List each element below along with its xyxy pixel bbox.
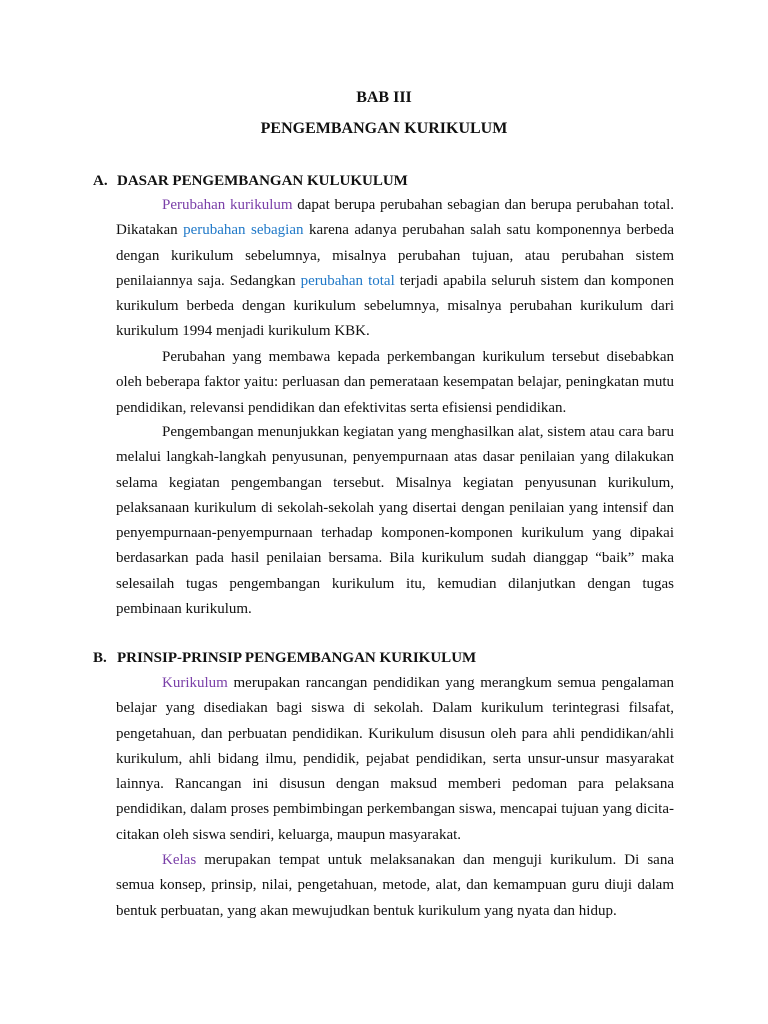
paragraph-text: terjadi apabila seluruh sistem dan komponen kurikulum berbeda dengan kurikulum sebelumnya, misalnya perubahan kurikulum dari kurikulum 1994 menjadi kurikulum KBK. bbox=[116, 272, 674, 340]
keyword-perubahan-kurikulum: Perubahan kurikulum bbox=[162, 197, 293, 213]
section-b-paragraph-2 bbox=[116, 848, 674, 924]
section-b-heading bbox=[93, 648, 673, 668]
section-b-title: PRINSIP-PRINSIP PENGEMBANGAN KURIKULUM bbox=[117, 650, 477, 666]
paragraph-text: dapat berupa perubahan sebagian dan berupa perubahan total. Dikatakan bbox=[116, 197, 674, 239]
section-b-letter: B. bbox=[93, 650, 107, 666]
section-a-paragraph-3: Pengembangan menunjukkan kegiatan yang menghasilkan alat, sistem atau cara baru melalui langkah-langkah penyusunan, penyempurnaan atas dasar penilaian yang dilakukan selama kegiatan pengembangan tersebut. Misalnya kegiatan penyusunan kurikulum, pelaksanaan kurikulum di sekolah-sekolah yang disertai dengan penilaian yang intensif dan penyempurnaan-penyempurnaan terhadap komponen-komponen kurikulum yang dipakai berdasarkan pada hasil penilaian bersama. Bila kurikulum sudah dianggap “baik” maka selesailah tugas pengembangan kurikulum itu, kemudian dilanjutkan dengan tugas pembinaan kurikulum. bbox=[116, 424, 674, 618]
chapter-title: PENGEMBANGAN KURIKULUM bbox=[260, 120, 508, 137]
keyword-kelas: Kelas bbox=[162, 852, 197, 868]
paragraph-text: karena adanya perubahan salah satu komponennya berbeda dengan kurikulum sebelumnya, misalnya perubahan tujuan, atau perubahan sistem penilaiannya saja. Sedangkan bbox=[116, 222, 675, 289]
section-a-heading bbox=[93, 171, 673, 191]
section-a-paragraph-2: Perubahan yang membawa kepada perkembangan kurikulum tersebut disebabkan oleh beberapa faktor yaitu: perluasan dan pemerataan kesempatan belajar, peningkatan mutu pendidikan, relevansi pendidikan dan efektivitas serta efisiensi pendidikan. bbox=[116, 349, 674, 416]
keyword-perubahan-sebagian: perubahan sebagian bbox=[183, 222, 304, 239]
section-a-letter: A. bbox=[93, 173, 108, 189]
section-a-title: DASAR PENGEMBANGAN KULUKULUM bbox=[117, 173, 408, 189]
paragraph-text: merupakan rancangan pendidikan yang merangkum semua pengalaman belajar yang disediakan bagi siswa di sekolah. Dalam kurikulum terintegrasi filsafat, pengetahuan, dan perbuatan pendidikan. Kurikulum disusun oleh para ahli pendidikan/ahli kurikulum, ahli bidang ilmu, pendidik, pejabat pendidikan, serta unsur-unsur masyarakat lainnya. Rancangan ini disusun dengan maksud memberi pedoman para pelaksana pendidikan, dalam proses pembimbingan perkembangan siswa, mencapai tujuan yang dicita-citakan oleh siswa sendiri, keluarga, maupun masyarakat. bbox=[116, 675, 674, 843]
paragraph-text: merupakan tempat untuk melaksanakan dan menguji kurikulum. Di sana semua konsep, prinsip, nilai, pengetahuan, metode, alat, dan kemampuan guru diuji dalam bentuk perbuatan, yang akan mewujudkan bentuk kurikulum yang nyata dan hidup. bbox=[116, 852, 674, 919]
keyword-kurikulum: Kurikulum bbox=[162, 675, 228, 691]
section-b-paragraph-1 bbox=[116, 671, 674, 848]
keyword-perubahan-total: perubahan total bbox=[300, 272, 395, 289]
section-a-paragraph-1 bbox=[116, 193, 674, 345]
chapter-label: BAB III bbox=[356, 89, 412, 106]
